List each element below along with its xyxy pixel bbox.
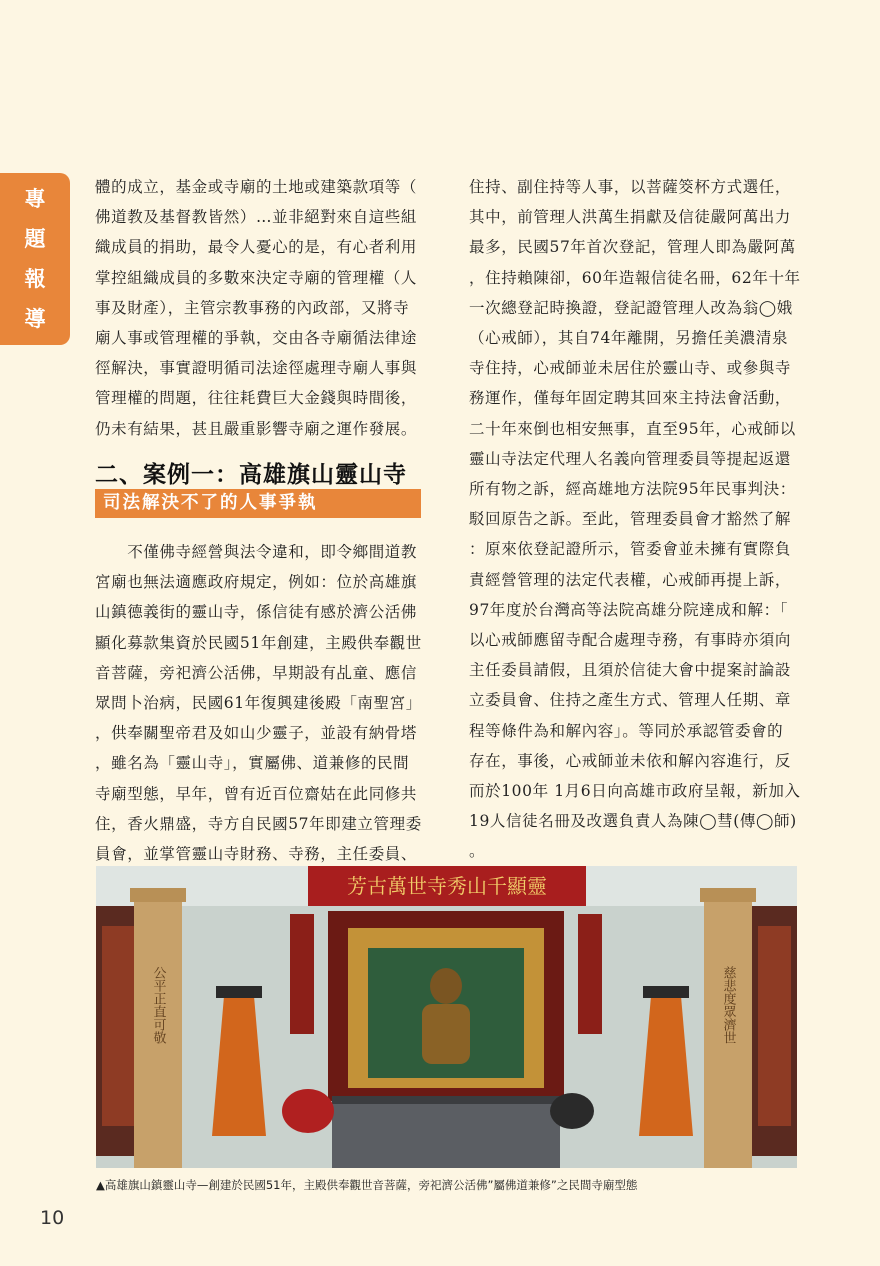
text-line: 佛道教及基督教皆然）…並非絕對來自這些組: [95, 208, 418, 227]
text-line: 音菩薩，旁祀濟公活佛，早期設有乩童、應信: [95, 663, 418, 682]
text-line: 眾問卜治病，民國61年復興建後殿「南聖宮」: [95, 694, 422, 713]
left-column-top: [95, 172, 430, 444]
text-line: 顯化募款集資於民國51年創建，主殿供奉觀世: [95, 633, 422, 652]
text-line: 徑解決，事實證明循司法途徑處理寺廟人事與: [95, 359, 418, 378]
page-number: 10: [40, 1207, 65, 1229]
text-line: 寺廟型態，早年，曾有近百位齋姑在此同修共: [95, 784, 418, 803]
text-line: ，雖名為「靈山寺」，實屬佛、道兼修的民間: [95, 754, 410, 773]
left-couplet-text: 公平正直可敬: [150, 966, 166, 1044]
section-tab-char: 專: [24, 187, 46, 211]
text-line: 掌控組織成員的多數來決定寺廟的管理權（人: [95, 268, 418, 287]
section-tab: [0, 173, 70, 345]
photo-caption: ▲高雄旗山鎮靈山寺—創建於民國51年，主殿供奉觀世音菩薩，旁祀濟公活佛”屬佛道兼修”之民間寺廟型態: [96, 1178, 638, 1192]
text-line: 織成員的捐助，最令人憂心的是，有心者利用: [95, 238, 418, 257]
text-line: 存在，事後，心戒師並未依和解內容進行，反: [469, 751, 792, 770]
left-column-bottom: [95, 537, 430, 869]
text-line: 責經營管理的法定代表權，心戒師再提上訴，: [469, 570, 792, 589]
text-line: 。: [469, 842, 486, 861]
text-line: 97年度於台灣高等法院高雄分院達成和解：「: [469, 600, 789, 619]
text-line: 而於100年 1月6日向高雄市政府呈報，新加入: [469, 782, 801, 801]
text-line: 駁回原告之訴。至此，管理委員會才豁然了解: [469, 510, 792, 529]
text-line: ，供奉關聖帝君及如山少靈子，並設有納骨塔: [95, 724, 418, 743]
section-subheading: 司法解決不了的人事爭執: [95, 489, 421, 518]
text-line: 不僅佛寺經營與法令違和，即令鄉間道教: [95, 543, 418, 561]
text-line: 山鎮德義街的靈山寺，係信徒有感於濟公活佛: [95, 603, 418, 622]
text-line: 立委員會、住持之產生方式、管理人任期、章: [469, 691, 792, 710]
section-tab-char: 導: [24, 307, 46, 331]
section-tab-char: 報: [24, 267, 46, 291]
text-line: 務運作，僅每年固定聘其回來主持法會活動，: [469, 389, 792, 408]
text-line: 程等條件為和解內容」。等同於承認管委會的: [469, 721, 784, 740]
text-line: 所有物之訴，經高雄地方法院95年民事判決：: [469, 480, 796, 499]
section-tab-char: 題: [24, 227, 46, 251]
right-couplet-text: 慈悲度眾濟世: [720, 966, 736, 1044]
text-line: 一次總登記時換證，登記證管理人改為翁◯娥: [469, 298, 793, 317]
text-line: 靈山寺法定代理人名義向管理委員等提起返還: [469, 449, 792, 468]
text-line: ：原來依登記證所示，管委會並未擁有實際負: [469, 540, 792, 559]
text-line: 以心戒師應留寺配合處理寺務，有事時亦須向: [469, 631, 792, 650]
text-line: ，住持賴陳卻，60年造報信徒名冊，62年十年: [469, 268, 801, 287]
text-line: 最多，民國57年首次登記，管理人即為嚴阿萬: [469, 238, 796, 257]
text-line: 事及財產），主管宗教事務的內政部，又將寺: [95, 298, 410, 317]
text-line: 19人信徒名冊及改選負責人為陳◯彗(傳◯師): [469, 812, 797, 831]
text-line: 其中，前管理人洪萬生捐獻及信徒嚴阿萬出力: [469, 208, 792, 227]
text-line: 體的成立，基金或寺廟的土地或建築款項等（: [95, 178, 418, 196]
text-line: 宮廟也無法適應政府規定，例如：位於高雄旗: [95, 573, 418, 592]
text-line: 住持、副住持等人事，以菩薩筊杯方式選任，: [469, 178, 792, 196]
section-heading: 二、案例一：高雄旗山靈山寺: [95, 461, 407, 488]
text-line: 住，香火鼎盛，寺方自民國57年即建立管理委: [95, 814, 422, 833]
text-line: 仍未有結果，甚且嚴重影響寺廟之運作發展。: [95, 419, 418, 438]
text-line: 管理權的問題，往往耗費巨大金錢與時間後，: [95, 389, 418, 408]
text-line: （心戒師），其自74年離開，另擔任美濃清泉: [469, 329, 789, 348]
text-line: 二十年來倒也相安無事，直至95年，心戒師以: [469, 419, 796, 438]
text-line: 員會，並掌管靈山寺財務、寺務，主任委員、: [95, 845, 418, 864]
banner-text: 芳古萬世寺秀山千顯靈: [347, 874, 547, 898]
text-line: 寺住持，心戒師並未居住於靈山寺、或參與寺: [469, 359, 792, 378]
temple-photo: [96, 866, 797, 1168]
text-line: 主任委員請假，且須於信徒大會中提案討論設: [469, 661, 792, 680]
right-column: [469, 172, 809, 897]
text-line: 廟人事或管理權的爭執，交由各寺廟循法律途: [95, 329, 418, 348]
